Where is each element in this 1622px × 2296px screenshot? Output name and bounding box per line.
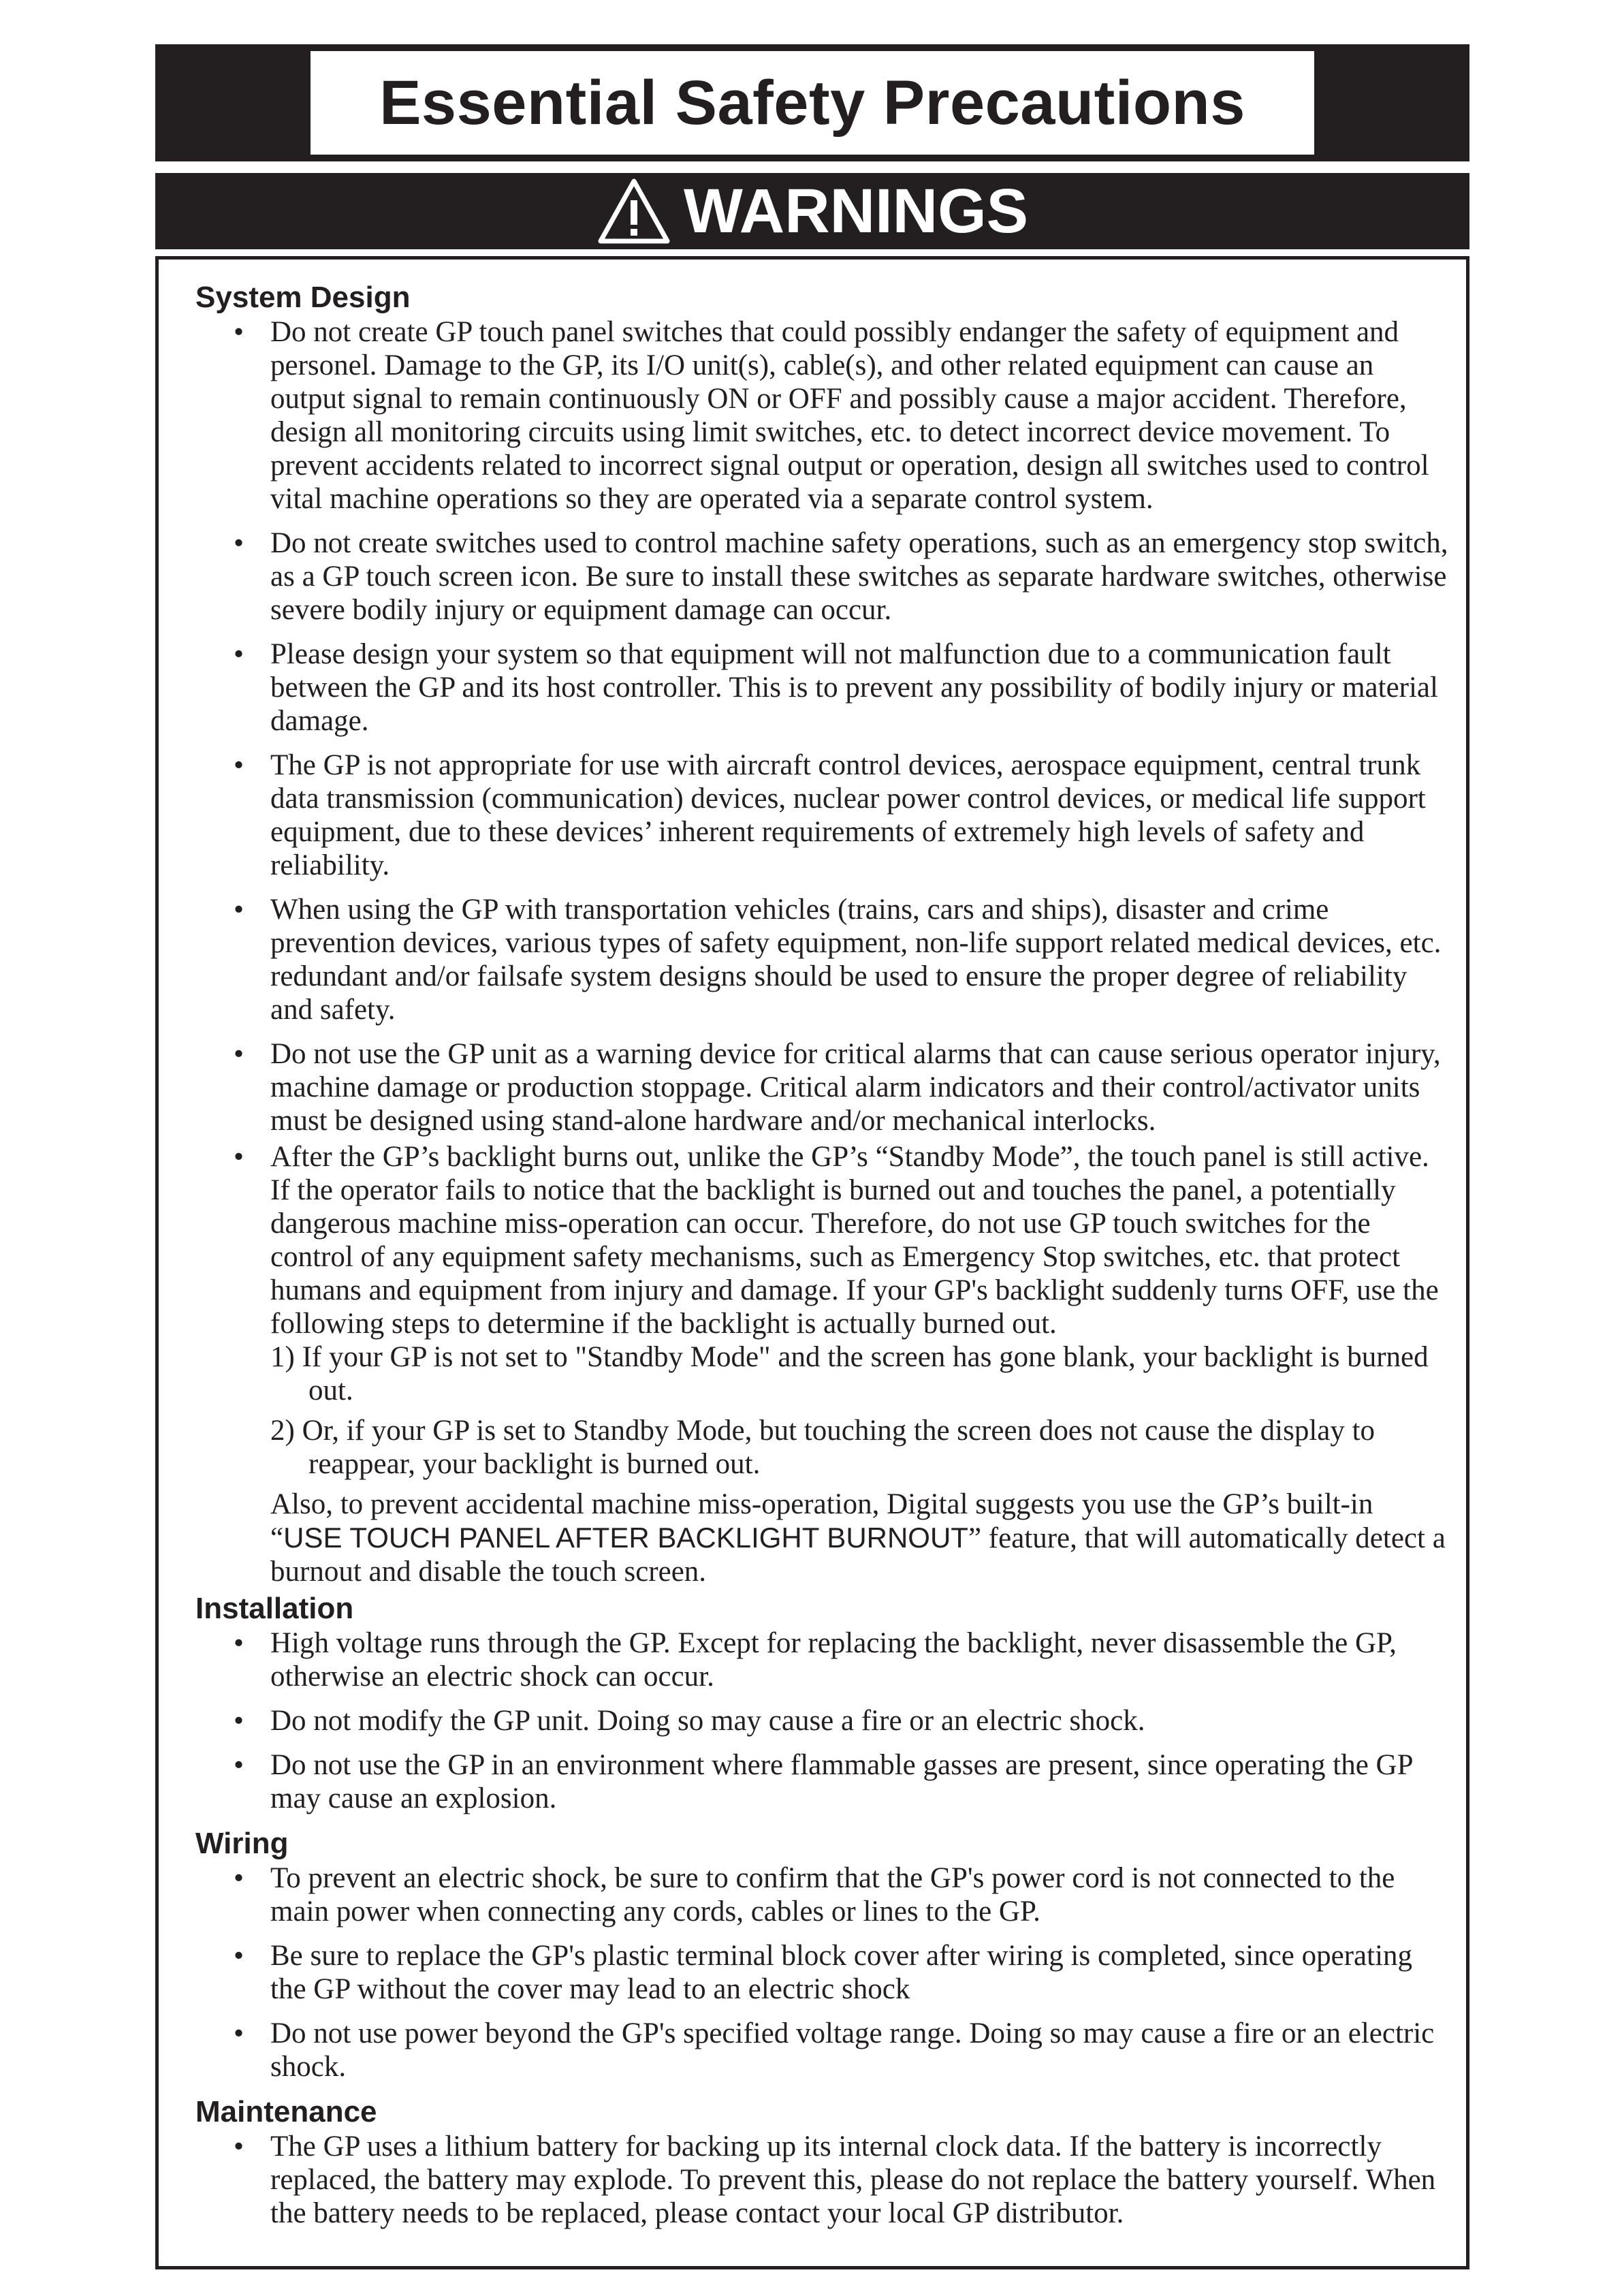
list-item: • Do not use power beyond the GP's specified voltage range. Doing so may cause a fire or an electric shock. (234, 2017, 1435, 2083)
warning-banner (155, 173, 1469, 249)
list-item: • High voltage runs through the GP. Except for replacing the backlight, never disassemble the GP, otherwise an electric shock can occur. (234, 1627, 1397, 1693)
list-item: • To prevent an electric shock, be sure to confirm that the GP's power cord is not connected to the main power when connecting any cords, cables or lines to the GP. (234, 1862, 1395, 1928)
list-item-backlight: • After the GP’s backlight burns out, unlike the GP’s “Standby Mode”, the touch panel is still active. If the operator fails to notice that the backlight is burned out and touches the panel, a potentially dangerous machine miss-operation can occur. Therefore, do not use GP touch switches for the control of any equipment safety mechanisms, such as Emergency Stop switches, etc. that protect humans and equipment from injury and damage. If your GP's backlight suddenly turns OFF, use the following steps to determine if the backlight is actually burned out. 1) If your GP is not set to "Standby Mode" and the screen has gone blank, your backlight is burned out. 2) Or, if your GP is set to Standby Mode, but touching the screen does not cause the display to reappear, your backlight is burned out. Also, to prevent accidental machine miss-operation, Digital suggests you use the GP’s built-in “USE TOUCH PANEL AFTER BACKLIGHT BURNOUT” feature, that will automatically detect a burnout and disable the touch screen. (195, 1140, 1448, 1588)
warnings-content (195, 280, 1448, 2241)
list-item: • Do not create GP touch panel switches that could possibly endanger the safety of equipment and personel. Damage to the GP, its I/O unit(s), cable(s), and other related equipment can cause an output signal to remain continuously ON or OFF and possibly cause a major accident. Therefore, design all monitoring circuits using limit switches, etc. to detect incorrect device movement. To prevent accidents related to incorrect signal output or operation, design all switches used to control vital machine operations so they are operated via a separate control system. (234, 316, 1429, 515)
list-item: • Do not modify the GP unit. Doing so may cause a fire or an electric shock. (234, 1705, 1145, 1737)
backlight-warning-text: After the GP’s backlight burns out, unlike the GP’s “Standby Mode”, the touch panel is still active. If the operator fails to notice that the backlight is burned out and touches the panel, a potentially dangerous machine miss-operation can occur. Therefore, do not use GP touch switches for the control of any equipment safety mechanisms, such as Emergency Stop switches, etc. that protect humans and equipment from injury and damage. If your GP's backlight suddenly turns OFF, use the following steps to determine if the backlight is actually burned out. (270, 1141, 1439, 1340)
list-item: • The GP is not appropriate for use with aircraft control devices, aerospace equipment, central trunk data transmission (communication) devices, nuclear power control devices, or medical life support equipment, due to these devices’ inherent requirements of extremely high levels of safety and reliability. (234, 749, 1426, 881)
section-heading-installation: Installation (195, 1592, 354, 1625)
list-item: • When using the GP with transportation vehicles (trains, cars and ships), disaster and crime prevention devices, various types of safety equipment, non-life support related medical devices, etc. redundant and/or failsafe system designs should be used to ensure the proper degree of reliability and safety. (234, 894, 1442, 1026)
section-heading-wiring: Wiring (195, 1827, 289, 1860)
warning-banner-label: WARNINGS (684, 176, 1028, 246)
list-item: • Do not use the GP in an environment where flammable gasses are present, since operating the GP may cause an explosion. (234, 1749, 1412, 1814)
wiring-list (195, 1861, 1448, 2083)
backlight-step-2: 2) Or, if your GP is set to Standby Mode, but touching the screen does not cause the display to reappear, your backlight is burned out. (270, 1415, 1375, 1480)
backlight-step-1: 1) If your GP is not set to "Standby Mode" and the screen has gone blank, your backlight is burned out. (270, 1341, 1429, 1406)
page-title: Essential Safety Precautions (379, 67, 1245, 138)
list-item: • The GP uses a lithium battery for backing up its internal clock data. If the battery is incorrectly replaced, the battery may explode. To prevent this, please do not replace the battery yourself. When the battery needs to be replaced, please contact your local GP distributor. (234, 2130, 1436, 2229)
list-item: • Please design your system so that equipment will not malfunction due to a communication fault between the GP and its host controller. This is to prevent any possibility of bodily injury or material damage. (234, 638, 1438, 737)
warning-triangle-icon (597, 177, 671, 245)
title-box (311, 51, 1314, 155)
backlight-also-note: Also, to prevent accidental machine miss-operation, Digital suggests you use the GP’s built-in “USE TOUCH PANEL AFTER BACKLIGHT BURNOUT” feature, that will automatically detect a burnout and disable the touch screen. (270, 1488, 1446, 1588)
section-heading-maintenance: Maintenance (195, 2095, 377, 2128)
installation-list (195, 1626, 1448, 1815)
list-item: • Be sure to replace the GP's plastic terminal block cover after wiring is completed, since operating the GP without the cover may lead to an electric shock (234, 1940, 1413, 2005)
system-design-list (195, 315, 1448, 1588)
title-band (155, 44, 1469, 161)
list-item: • Do not create switches used to control machine safety operations, such as an emergency stop switch, as a GP touch screen icon. Be sure to install these switches as separate hardware switches, otherwise severe bodily injury or equipment damage can occur. (234, 527, 1448, 626)
maintenance-list (195, 2130, 1448, 2230)
list-item: • Do not use the GP unit as a warning device for critical alarms that can cause serious operator injury, machine damage or production stoppage. Critical alarm indicators and their control/activator units must be designed using stand-alone hardware and/or mechanical interlocks. (234, 1038, 1441, 1137)
section-heading-system-design: System Design (195, 281, 411, 314)
warnings-content-frame (155, 256, 1469, 2269)
feature-name: USE TOUCH PANEL AFTER BACKLIGHT BURNOUT (283, 1522, 968, 1554)
